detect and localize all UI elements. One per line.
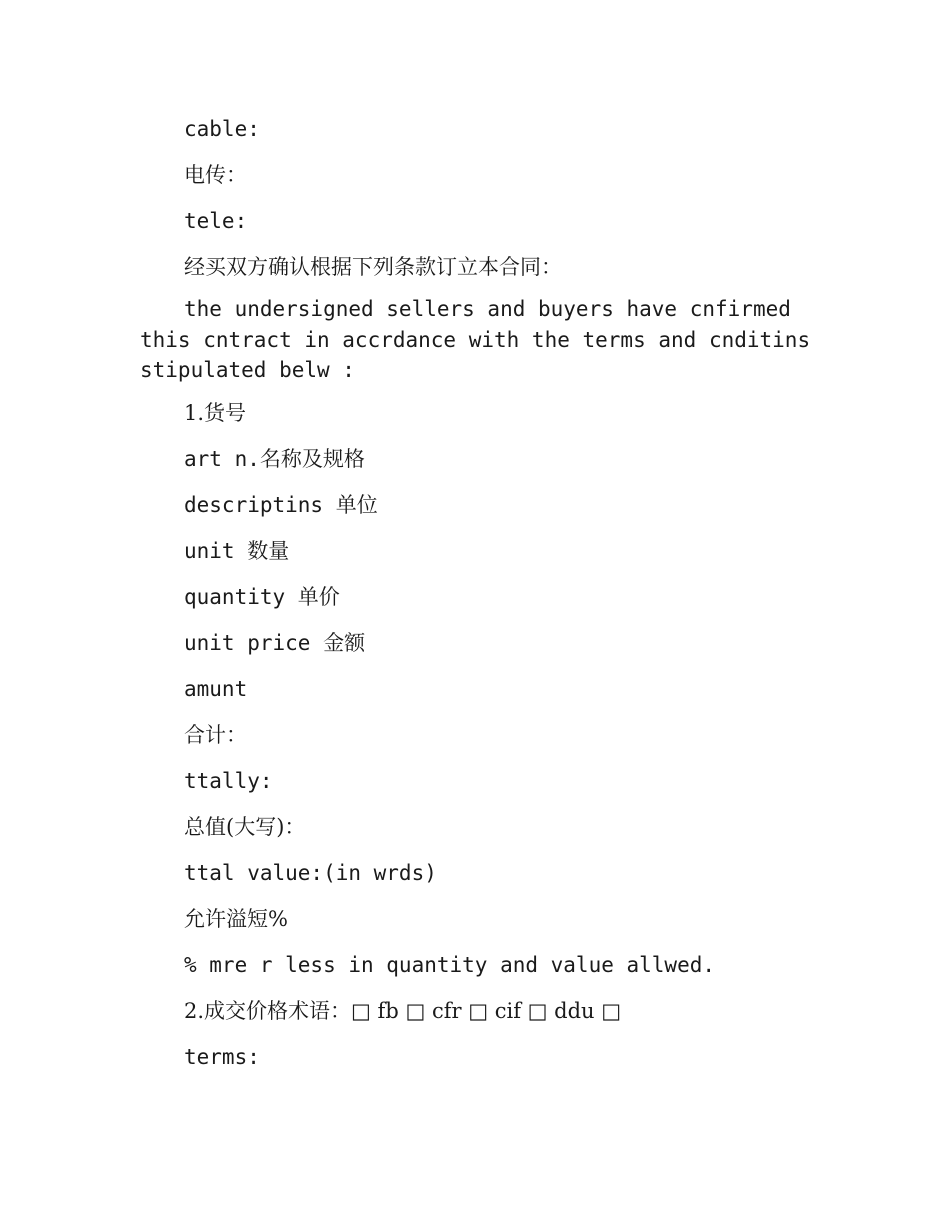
total-value-label-en: ttal value:(in wrds) (184, 860, 437, 885)
document-body (140, 110, 820, 1084)
total-label-zh: 合计： (184, 722, 247, 747)
cable-label: cable: (184, 117, 260, 141)
telegraph-label-zh: 电传： (184, 163, 247, 187)
descriptions-label: descriptins 单位 (184, 492, 378, 517)
art-no-label: art n.名称及规格 (184, 446, 365, 471)
totally-label: ttally: (184, 768, 273, 793)
price-terms-label-zh: 2.成交价格术语：□ fb □ cfr □ cif □ ddu □ (184, 998, 622, 1023)
allowance-label-zh: 允许溢短% (184, 906, 288, 931)
total-value-label-zh: 总值(大写)： (184, 814, 306, 839)
agreement-intro-en: the undersigned sellers and buyers have cnfirmed this cntract in accrdance with the terms and cnditins stipulated belw : (140, 297, 811, 382)
allowance-label-en: % mre r less in quantity and value allwed. (184, 952, 716, 977)
unit-label: unit 数量 (184, 538, 290, 563)
unit-price-label: unit price 金额 (184, 630, 366, 655)
quantity-label: quantity 单价 (184, 584, 340, 609)
amount-label: amunt (184, 676, 248, 701)
item-number-label: 1.货号 (184, 400, 247, 425)
terms-label: terms: (184, 1044, 260, 1069)
agreement-intro-zh: 经买双方确认根据下列条款订立本合同： (184, 255, 562, 279)
tele-label: tele: (184, 209, 248, 233)
